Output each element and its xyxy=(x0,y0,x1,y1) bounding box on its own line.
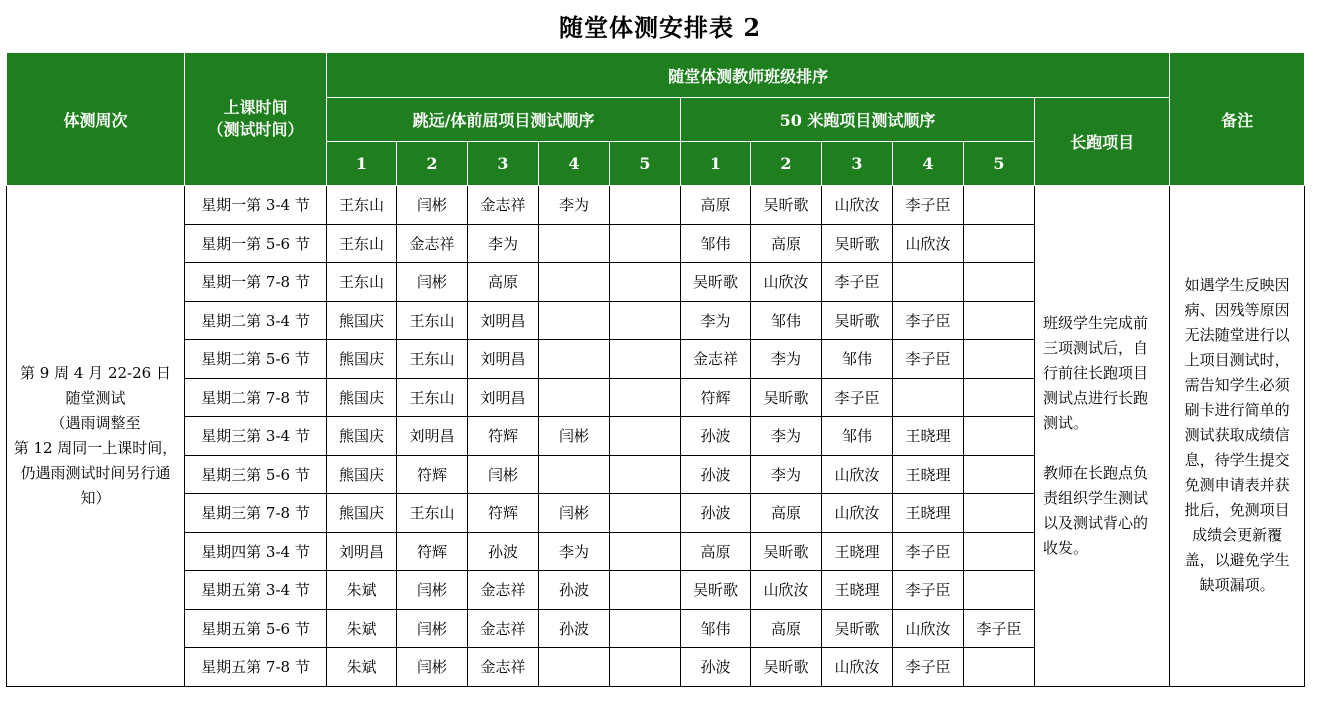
run-order-cell: 李子臣 xyxy=(893,648,964,687)
jump-order-cell: 李为 xyxy=(468,224,539,263)
run-order-cell: 邹伟 xyxy=(822,340,893,379)
header-teacher-order: 随堂体测教师班级排序 xyxy=(327,53,1170,98)
run-order-cell xyxy=(893,263,964,302)
jump-order-cell xyxy=(610,301,681,340)
class-time-cell: 星期二第 7-8 节 xyxy=(185,378,327,417)
page-title: 随堂体测安排表 2 xyxy=(558,13,762,42)
header-jump-num: 2 xyxy=(397,142,468,186)
schedule-table xyxy=(6,52,1305,687)
week-cell-line2: 随堂测试 xyxy=(65,388,126,407)
run-order-cell: 李子臣 xyxy=(893,186,964,225)
run-order-cell: 李子臣 xyxy=(822,263,893,302)
week-cell xyxy=(7,186,185,687)
header-run-num: 3 xyxy=(822,142,893,186)
jump-order-cell: 熊国庆 xyxy=(327,494,397,533)
run-order-cell xyxy=(964,340,1035,379)
long-run-cell xyxy=(1035,186,1170,687)
run-order-cell: 李为 xyxy=(751,417,822,456)
jump-order-cell xyxy=(539,263,610,302)
jump-order-cell: 熊国庆 xyxy=(327,455,397,494)
jump-order-cell xyxy=(539,648,610,687)
run-order-cell xyxy=(964,378,1035,417)
run-order-cell: 孙波 xyxy=(681,648,751,687)
run-order-cell: 山欣汝 xyxy=(822,186,893,225)
table-body xyxy=(7,186,1305,687)
run-order-cell: 李子臣 xyxy=(964,609,1035,648)
run-order-cell xyxy=(893,378,964,417)
jump-order-cell: 王东山 xyxy=(397,378,468,417)
run-order-cell: 李为 xyxy=(681,301,751,340)
class-time-cell: 星期一第 7-8 节 xyxy=(185,263,327,302)
jump-order-cell xyxy=(610,609,681,648)
class-time-cell: 星期二第 3-4 节 xyxy=(185,301,327,340)
jump-order-cell: 王东山 xyxy=(327,186,397,225)
header-jump-num: 5 xyxy=(610,142,681,186)
run-order-cell xyxy=(964,455,1035,494)
jump-order-cell: 闫彬 xyxy=(397,648,468,687)
jump-order-cell: 王东山 xyxy=(397,301,468,340)
jump-order-cell: 符辉 xyxy=(468,494,539,533)
jump-order-cell xyxy=(610,378,681,417)
run-order-cell xyxy=(964,648,1035,687)
class-time-cell: 星期五第 3-4 节 xyxy=(185,571,327,610)
class-time-cell: 星期五第 7-8 节 xyxy=(185,648,327,687)
jump-order-cell: 金志祥 xyxy=(397,224,468,263)
run-order-cell xyxy=(964,494,1035,533)
jump-order-cell: 闫彬 xyxy=(397,609,468,648)
jump-order-cell: 闫彬 xyxy=(397,571,468,610)
jump-order-cell xyxy=(610,263,681,302)
table-row xyxy=(7,186,1305,225)
jump-order-cell xyxy=(610,571,681,610)
jump-order-cell: 朱斌 xyxy=(327,648,397,687)
jump-order-cell: 符辉 xyxy=(468,417,539,456)
jump-order-cell: 王东山 xyxy=(397,494,468,533)
jump-order-cell xyxy=(539,301,610,340)
header-time-line2: （测试时间） xyxy=(207,120,304,139)
run-order-cell: 李子臣 xyxy=(893,340,964,379)
jump-order-cell: 金志祥 xyxy=(468,571,539,610)
run-order-cell: 高原 xyxy=(751,224,822,263)
jump-order-cell: 熊国庆 xyxy=(327,417,397,456)
class-time-cell: 星期三第 3-4 节 xyxy=(185,417,327,456)
run-order-cell: 吴昕歌 xyxy=(751,186,822,225)
run-order-cell: 吴昕歌 xyxy=(681,263,751,302)
header-run-group: 50 米跑项目测试顺序 xyxy=(681,98,1035,142)
jump-order-cell xyxy=(610,340,681,379)
run-order-cell: 吴昕歌 xyxy=(822,224,893,263)
header-run-num: 2 xyxy=(751,142,822,186)
run-order-cell: 李为 xyxy=(751,455,822,494)
jump-order-cell xyxy=(539,455,610,494)
run-order-cell: 吴昕歌 xyxy=(751,532,822,571)
jump-order-cell: 孙波 xyxy=(539,571,610,610)
header-time-line1: 上课时间 xyxy=(223,98,288,117)
run-order-cell: 山欣汝 xyxy=(822,455,893,494)
run-order-cell: 王晓理 xyxy=(822,532,893,571)
header-run-num: 5 xyxy=(964,142,1035,186)
week-cell-line1: 第 9 周 4 月 22-26 日 xyxy=(20,363,171,382)
class-time-cell: 星期一第 3-4 节 xyxy=(185,186,327,225)
jump-order-cell: 闫彬 xyxy=(468,455,539,494)
jump-order-cell: 金志祥 xyxy=(468,186,539,225)
jump-order-cell: 李为 xyxy=(539,186,610,225)
jump-order-cell: 王东山 xyxy=(327,224,397,263)
jump-order-cell: 王东山 xyxy=(327,263,397,302)
run-order-cell: 王晓理 xyxy=(822,571,893,610)
class-time-cell: 星期三第 5-6 节 xyxy=(185,455,327,494)
header-jump-group: 跳远/体前屈项目测试顺序 xyxy=(327,98,681,142)
long-run-paragraph: 教师在长跑点负责组织学生测试以及测试背心的收发。 xyxy=(1043,463,1149,557)
run-order-cell: 山欣汝 xyxy=(893,224,964,263)
jump-order-cell: 熊国庆 xyxy=(327,378,397,417)
week-cell-line3: （遇雨调整至 xyxy=(50,413,141,432)
table-header xyxy=(7,53,1305,186)
jump-order-cell: 符辉 xyxy=(397,532,468,571)
run-order-cell xyxy=(964,186,1035,225)
jump-order-cell xyxy=(610,532,681,571)
run-order-cell: 孙波 xyxy=(681,417,751,456)
jump-order-cell: 孙波 xyxy=(468,532,539,571)
jump-order-cell: 熊国庆 xyxy=(327,301,397,340)
run-order-cell: 高原 xyxy=(681,186,751,225)
jump-order-cell: 熊国庆 xyxy=(327,340,397,379)
jump-order-cell: 符辉 xyxy=(397,455,468,494)
class-time-cell: 星期二第 5-6 节 xyxy=(185,340,327,379)
class-time-cell: 星期四第 3-4 节 xyxy=(185,532,327,571)
jump-order-cell xyxy=(610,417,681,456)
jump-order-cell xyxy=(539,340,610,379)
run-order-cell xyxy=(964,263,1035,302)
run-order-cell: 王晓理 xyxy=(893,417,964,456)
jump-order-cell: 李为 xyxy=(539,532,610,571)
jump-order-cell: 高原 xyxy=(468,263,539,302)
run-order-cell: 山欣汝 xyxy=(822,494,893,533)
header-note: 备注 xyxy=(1170,53,1305,186)
header-week: 体测周次 xyxy=(7,53,185,186)
jump-order-cell xyxy=(610,494,681,533)
jump-order-cell: 王东山 xyxy=(397,340,468,379)
run-order-cell: 吴昕歌 xyxy=(822,301,893,340)
jump-order-cell: 闫彬 xyxy=(539,417,610,456)
run-order-cell xyxy=(964,301,1035,340)
run-order-cell: 山欣汝 xyxy=(893,609,964,648)
class-time-cell: 星期一第 5-6 节 xyxy=(185,224,327,263)
jump-order-cell: 金志祥 xyxy=(468,648,539,687)
run-order-cell: 高原 xyxy=(751,494,822,533)
header-jump-num: 4 xyxy=(539,142,610,186)
run-order-cell: 高原 xyxy=(751,609,822,648)
run-order-cell: 李子臣 xyxy=(893,301,964,340)
header-jump-num: 1 xyxy=(327,142,397,186)
run-order-cell: 金志祥 xyxy=(681,340,751,379)
jump-order-cell: 闫彬 xyxy=(397,263,468,302)
note-cell: 如遇学生反映因病、因残等原因无法随堂进行以上项目测试时，需告知学生必须刷卡进行简单的测试获取成绩信息，待学生提交免测申请表并获批后，免测项目成绩会更新覆盖，以避免学生缺项漏项。 xyxy=(1170,186,1305,687)
header-jump-num: 3 xyxy=(468,142,539,186)
run-order-cell: 孙波 xyxy=(681,455,751,494)
run-order-cell: 邹伟 xyxy=(681,609,751,648)
run-order-cell: 李为 xyxy=(751,340,822,379)
run-order-cell: 邹伟 xyxy=(751,301,822,340)
jump-order-cell xyxy=(539,378,610,417)
jump-order-cell: 朱斌 xyxy=(327,609,397,648)
jump-order-cell: 孙波 xyxy=(539,609,610,648)
jump-order-cell: 金志祥 xyxy=(468,609,539,648)
jump-order-cell: 刘明昌 xyxy=(468,378,539,417)
run-order-cell: 王晓理 xyxy=(893,494,964,533)
run-order-cell xyxy=(964,571,1035,610)
jump-order-cell: 刘明昌 xyxy=(397,417,468,456)
run-order-cell: 邹伟 xyxy=(822,417,893,456)
jump-order-cell xyxy=(610,455,681,494)
header-run-num: 4 xyxy=(893,142,964,186)
run-order-cell: 吴昕歌 xyxy=(822,609,893,648)
jump-order-cell xyxy=(539,224,610,263)
jump-order-cell xyxy=(610,186,681,225)
run-order-cell xyxy=(964,417,1035,456)
run-order-cell: 邹伟 xyxy=(681,224,751,263)
class-time-cell: 星期五第 5-6 节 xyxy=(185,609,327,648)
run-order-cell: 符辉 xyxy=(681,378,751,417)
run-order-cell: 吴昕歌 xyxy=(681,571,751,610)
header-long-run: 长跑项目 xyxy=(1035,98,1170,186)
run-order-cell: 王晓理 xyxy=(893,455,964,494)
run-order-cell: 吴昕歌 xyxy=(751,648,822,687)
run-order-cell xyxy=(964,224,1035,263)
run-order-cell: 李子臣 xyxy=(822,378,893,417)
paragraph-gap xyxy=(1043,436,1161,461)
run-order-cell: 高原 xyxy=(681,532,751,571)
run-order-cell: 吴昕歌 xyxy=(751,378,822,417)
run-order-cell: 山欣汝 xyxy=(751,263,822,302)
run-order-cell: 山欣汝 xyxy=(822,648,893,687)
run-order-cell: 山欣汝 xyxy=(751,571,822,610)
week-cell-line4: 第 12 周同一上课时间，仍遇雨测试时间另行通知） xyxy=(13,438,178,507)
jump-order-cell: 刘明昌 xyxy=(468,301,539,340)
jump-order-cell xyxy=(610,224,681,263)
run-order-cell: 李子臣 xyxy=(893,532,964,571)
jump-order-cell: 闫彬 xyxy=(397,186,468,225)
run-order-cell: 李子臣 xyxy=(893,571,964,610)
run-order-cell: 孙波 xyxy=(681,494,751,533)
class-time-cell: 星期三第 7-8 节 xyxy=(185,494,327,533)
jump-order-cell: 朱斌 xyxy=(327,571,397,610)
header-time xyxy=(185,53,327,186)
header-run-num: 1 xyxy=(681,142,751,186)
jump-order-cell: 刘明昌 xyxy=(327,532,397,571)
jump-order-cell xyxy=(610,648,681,687)
run-order-cell xyxy=(964,532,1035,571)
long-run-paragraph: 班级学生完成前三项测试后，自行前往长跑项目测试点进行长跑测试。 xyxy=(1043,313,1149,432)
jump-order-cell: 刘明昌 xyxy=(468,340,539,379)
jump-order-cell: 闫彬 xyxy=(539,494,610,533)
